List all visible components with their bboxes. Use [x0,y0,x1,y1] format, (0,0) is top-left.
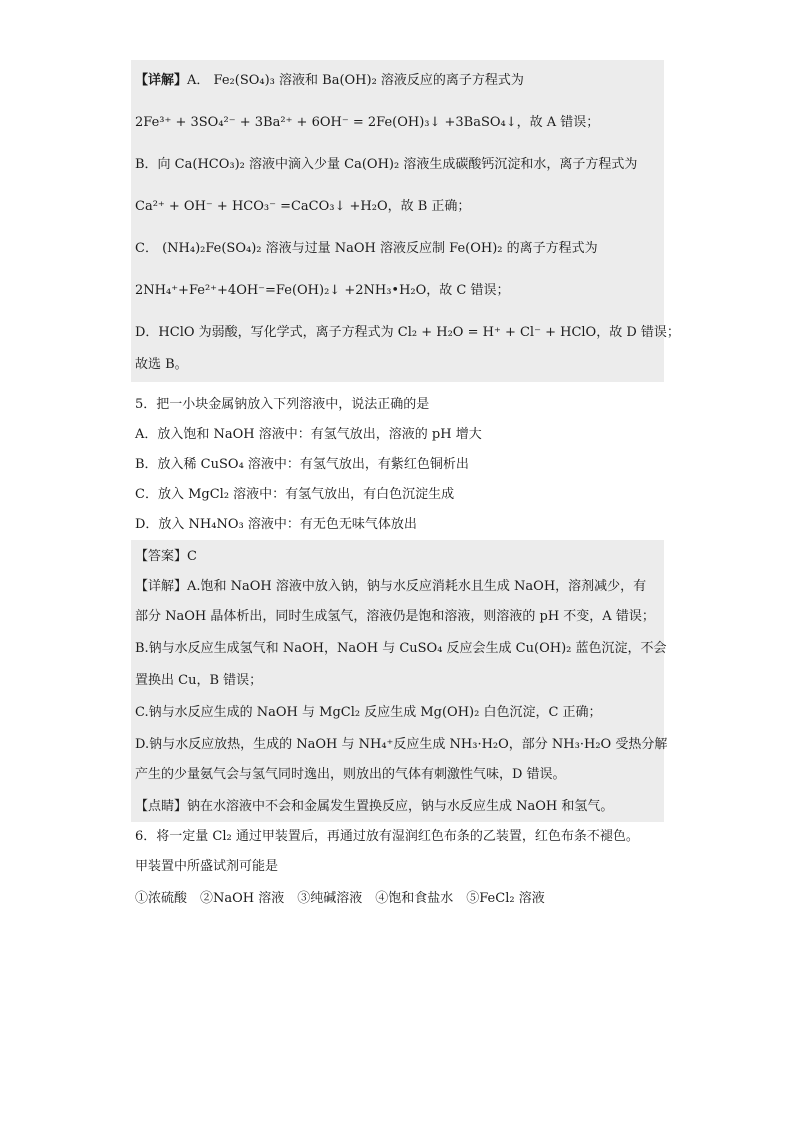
q5-detail-line6: D.钠与水反应放热，生成的 NaOH 与 NH₄⁺反应生成 NH₃·H₂O，部分 NH₃·H₂O 受热分解 [135,737,668,752]
q5-detail-line1: 【详解】A.饱和 NaOH 溶液中放入钠，钠与水反应消耗水且生成 NaOH，溶剂减少，有 [135,579,647,594]
explanation-a-line1: 【详解】A． Fe₂(SO₄)₃ 溶液和 Ba(OH)₂ 溶液反应的离子方程式为 [135,73,524,88]
q5-answer: 【答案】C [135,549,197,564]
q5-option-b: B．放入稀 CuSO₄ 溶液中：有氢气放出，有紫红色铜析出 [135,457,469,472]
q5-option-c: C．放入 MgCl₂ 溶液中：有氢气放出，有白色沉淀生成 [135,487,455,502]
explanation-a-line2: 2Fe³⁺ + 3SO₄²⁻ + 3Ba²⁺ + 6OH⁻ = 2Fe(OH)₃↓ +3BaSO₄↓，故 A 错误； [135,115,600,130]
explanation-d-line1: D．HClO 为弱酸，写化学式，离子方程式为 Cl₂ + H₂O = H⁺ + Cl⁻ + HClO，故 D 错误； [135,325,680,340]
explanation-c-line2: 2NH₄⁺+Fe²⁺+4OH⁻=Fe(OH)₂↓ +2NH₃•H₂O，故 C 错误； [135,283,510,298]
q5-tip: 【点睛】钠在水溶液中不会和金属发生置换反应，钠与水反应生成 NaOH 和氢气。 [135,799,614,814]
q6-stem-line1: 6．将一定量 Cl₂ 通过甲装置后，再通过放有湿润红色布条的乙装置，红色布条不褪色。 [135,829,639,844]
q6-stem-line2: 甲装置中所盛试剂可能是 [135,859,279,874]
explanation-b-line1: B．向 Ca(HCO₃)₂ 溶液中滴入少量 Ca(OH)₂ 溶液生成碳酸钙沉淀和水，离子方程式为 [135,157,638,172]
explanation-c-line1: C． (NH₄)₂Fe(SO₄)₂ 溶液与过量 NaOH 溶液反应制 Fe(OH)₂ 的离子方程式为 [135,241,598,256]
q5-detail-line4: 置换出 Cu，B 错误； [135,673,263,688]
explanation-b-line2: Ca²⁺ + OH⁻ + HCO₃⁻ =CaCO₃↓ +H₂O，故 B 正确； [135,199,471,214]
q5-detail-line3: B.钠与水反应生成氢气和 NaOH，NaOH 与 CuSO₄ 反应会生成 Cu(OH)₂ 蓝色沉淀，不会 [135,641,667,656]
explanation-choice: 故选 B。 [135,357,188,372]
q6-options: ①浓硫酸 ②NaOH 溶液 ③纯碱溶液 ④饱和食盐水 ⑤FeCl₂ 溶液 [135,891,545,906]
q5-option-d: D．放入 NH₄NO₃ 溶液中：有无色无味气体放出 [135,517,417,532]
q5-stem: 5．把一小块金属钠放入下列溶液中，说法正确的是 [135,397,430,412]
q5-detail-line5: C.钠与水反应生成的 NaOH 与 MgCl₂ 反应生成 Mg(OH)₂ 白色沉淀，C 正确； [135,705,602,720]
q5-detail-line7: 产生的少量氨气会与氢气同时逸出，则放出的气体有刺激性气味，D 错误。 [135,767,566,782]
q5-option-a: A．放入饱和 NaOH 溶液中：有氢气放出，溶液的 pH 增大 [135,427,482,442]
q5-detail-line2: 部分 NaOH 晶体析出，同时生成氢气，溶液仍是饱和溶液，则溶液的 pH 不变，A 错误； [135,609,655,624]
